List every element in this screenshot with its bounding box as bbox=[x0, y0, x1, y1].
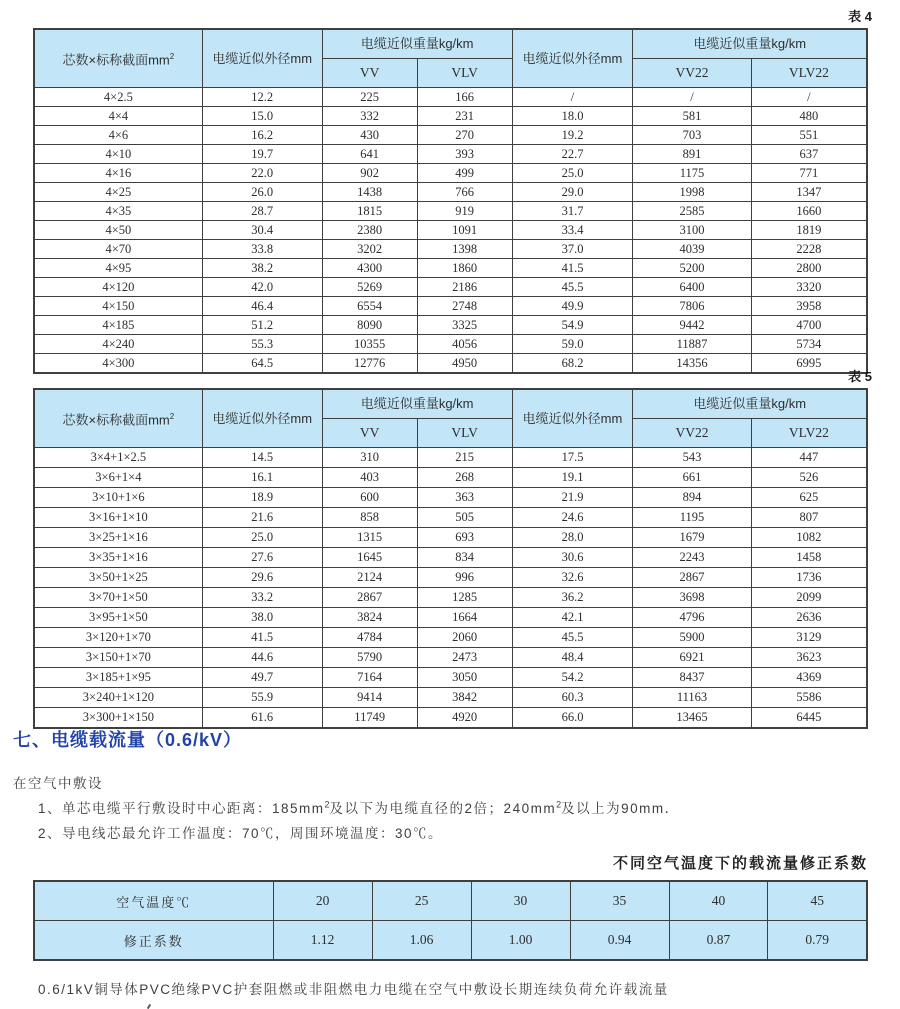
cell: 30.6 bbox=[512, 548, 633, 568]
table-row bbox=[34, 508, 867, 528]
cell: 637 bbox=[751, 145, 867, 164]
cell: 45.5 bbox=[512, 278, 633, 297]
cell: 1815 bbox=[322, 202, 417, 221]
cell: 4950 bbox=[417, 354, 512, 374]
cell: 4784 bbox=[322, 628, 417, 648]
cell: 310 bbox=[322, 448, 417, 468]
cell: 15.0 bbox=[202, 107, 322, 126]
cell: 42.1 bbox=[512, 608, 633, 628]
cell: 7806 bbox=[633, 297, 751, 316]
cell: 6445 bbox=[751, 708, 867, 729]
cell: 1082 bbox=[751, 528, 867, 548]
col-header-spec bbox=[34, 29, 202, 88]
cell: 902 bbox=[322, 164, 417, 183]
cell: 3129 bbox=[751, 628, 867, 648]
col-header-weight-group: 电缆近似重量kg/km bbox=[322, 29, 512, 59]
cell: 1.00 bbox=[471, 921, 570, 961]
cell: 1091 bbox=[417, 221, 512, 240]
table-row bbox=[34, 588, 867, 608]
cell: 393 bbox=[417, 145, 512, 164]
cell: 9414 bbox=[322, 688, 417, 708]
cell: 270 bbox=[417, 126, 512, 145]
col-header-vv: VV bbox=[322, 419, 417, 448]
cell: 4×16 bbox=[34, 164, 202, 183]
cell: 5790 bbox=[322, 648, 417, 668]
cell: 16.1 bbox=[202, 468, 322, 488]
cell: 2186 bbox=[417, 278, 512, 297]
cell: 3×70+1×50 bbox=[34, 588, 202, 608]
col-header-weight-group: 电缆近似重量kg/km bbox=[322, 389, 512, 419]
cell: 22.7 bbox=[512, 145, 633, 164]
cell: 766 bbox=[417, 183, 512, 202]
table-row bbox=[34, 164, 867, 183]
cell: 1398 bbox=[417, 240, 512, 259]
cell: 36.2 bbox=[512, 588, 633, 608]
cell: 0.87 bbox=[669, 921, 768, 961]
cell: 3824 bbox=[322, 608, 417, 628]
cell: 18.9 bbox=[202, 488, 322, 508]
cell: 2124 bbox=[322, 568, 417, 588]
cell: / bbox=[633, 88, 751, 107]
cell: 51.2 bbox=[202, 316, 322, 335]
cell: 20 bbox=[273, 881, 372, 921]
cell: / bbox=[751, 88, 867, 107]
cell: 3100 bbox=[633, 221, 751, 240]
table-row bbox=[34, 688, 867, 708]
cell: 3202 bbox=[322, 240, 417, 259]
cell: 5734 bbox=[751, 335, 867, 354]
cell: 27.6 bbox=[202, 548, 322, 568]
cell: 48.4 bbox=[512, 648, 633, 668]
cell: 1285 bbox=[417, 588, 512, 608]
cell: 37.0 bbox=[512, 240, 633, 259]
cell: 3×120+1×70 bbox=[34, 628, 202, 648]
note-2: 2、导电线芯最允许工作温度：70℃，周围环境温度：30℃。 bbox=[38, 826, 444, 841]
superscript: 2 bbox=[169, 411, 175, 421]
cell: 21.6 bbox=[202, 508, 322, 528]
cell: 29.0 bbox=[512, 183, 633, 202]
cable-weight-table-4 bbox=[33, 28, 868, 374]
cell: 33.8 bbox=[202, 240, 322, 259]
cell: 4×185 bbox=[34, 316, 202, 335]
cell: 18.0 bbox=[512, 107, 633, 126]
cell: 25.0 bbox=[512, 164, 633, 183]
table-row bbox=[34, 608, 867, 628]
cell: 215 bbox=[417, 448, 512, 468]
table-row bbox=[34, 316, 867, 335]
cell: 4×2.5 bbox=[34, 88, 202, 107]
table-row bbox=[34, 259, 867, 278]
section-heading: 七、电缆载流量（0.6/kV） bbox=[13, 730, 243, 750]
superscript: 2 bbox=[556, 799, 562, 810]
col-header-vlv: VLV bbox=[417, 419, 512, 448]
table-row bbox=[34, 488, 867, 508]
cell: 4×70 bbox=[34, 240, 202, 259]
cell: 4300 bbox=[322, 259, 417, 278]
cell: 807 bbox=[751, 508, 867, 528]
cell: 4×35 bbox=[34, 202, 202, 221]
cell: 46.4 bbox=[202, 297, 322, 316]
cell: 66.0 bbox=[512, 708, 633, 729]
cell: 25.0 bbox=[202, 528, 322, 548]
temperature-correction-table bbox=[33, 880, 868, 961]
cell: 4056 bbox=[417, 335, 512, 354]
cell: 11887 bbox=[633, 335, 751, 354]
cell: 9442 bbox=[633, 316, 751, 335]
cell: 1679 bbox=[633, 528, 751, 548]
cell: 4369 bbox=[751, 668, 867, 688]
cell: 1.12 bbox=[273, 921, 372, 961]
cell: 0.79 bbox=[768, 921, 867, 961]
cell: 17.5 bbox=[512, 448, 633, 468]
cell: 3×95+1×50 bbox=[34, 608, 202, 628]
cell: 505 bbox=[417, 508, 512, 528]
cell: 26.0 bbox=[202, 183, 322, 202]
col-header-outer-diameter-2: 电缆近似外径mm bbox=[512, 29, 633, 88]
table-row bbox=[34, 297, 867, 316]
cell: 6400 bbox=[633, 278, 751, 297]
cell: / bbox=[512, 88, 633, 107]
cell: 7164 bbox=[322, 668, 417, 688]
col-header-vlv22: VLV22 bbox=[751, 59, 867, 88]
cell: 1347 bbox=[751, 183, 867, 202]
cell: 14.5 bbox=[202, 448, 322, 468]
col-header-vlv22: VLV22 bbox=[751, 419, 867, 448]
cell: 2867 bbox=[633, 568, 751, 588]
cell: 693 bbox=[417, 528, 512, 548]
col-header-vv22: VV22 bbox=[633, 59, 751, 88]
cell: 641 bbox=[322, 145, 417, 164]
cell: 2867 bbox=[322, 588, 417, 608]
cell: 54.2 bbox=[512, 668, 633, 688]
cell: 1438 bbox=[322, 183, 417, 202]
cell: 49.7 bbox=[202, 668, 322, 688]
cell: 3×16+1×10 bbox=[34, 508, 202, 528]
cell: 29.6 bbox=[202, 568, 322, 588]
cell: 3×25+1×16 bbox=[34, 528, 202, 548]
superscript: 2 bbox=[169, 51, 175, 61]
cell: 996 bbox=[417, 568, 512, 588]
cell: 268 bbox=[417, 468, 512, 488]
cell: 4×10 bbox=[34, 145, 202, 164]
cell: 41.5 bbox=[512, 259, 633, 278]
cell: 526 bbox=[751, 468, 867, 488]
cell: 3958 bbox=[751, 297, 867, 316]
cell: 14356 bbox=[633, 354, 751, 374]
col-header-vlv: VLV bbox=[417, 59, 512, 88]
cell: 2243 bbox=[633, 548, 751, 568]
cell: 5269 bbox=[322, 278, 417, 297]
cell: 6921 bbox=[633, 648, 751, 668]
cell: 25 bbox=[372, 881, 471, 921]
cell: 4×150 bbox=[34, 297, 202, 316]
table-row bbox=[34, 448, 867, 468]
cell: 430 bbox=[322, 126, 417, 145]
cell: 1195 bbox=[633, 508, 751, 528]
col-header-spec-text: 芯数×标称截面mm bbox=[62, 52, 170, 68]
cell: 40 bbox=[669, 881, 768, 921]
cell: 4039 bbox=[633, 240, 751, 259]
table-row bbox=[34, 668, 867, 688]
cell: 68.2 bbox=[512, 354, 633, 374]
cell: 5200 bbox=[633, 259, 751, 278]
superscript: 2 bbox=[324, 799, 330, 810]
cell: 21.9 bbox=[512, 488, 633, 508]
cell: 703 bbox=[633, 126, 751, 145]
cell: 2228 bbox=[751, 240, 867, 259]
cell: 2636 bbox=[751, 608, 867, 628]
cell: 3×185+1×95 bbox=[34, 668, 202, 688]
cell: 1175 bbox=[633, 164, 751, 183]
cell: 1458 bbox=[751, 548, 867, 568]
cell: 30 bbox=[471, 881, 570, 921]
table-row bbox=[34, 240, 867, 259]
cell: 8437 bbox=[633, 668, 751, 688]
cell: 1819 bbox=[751, 221, 867, 240]
cell: 54.9 bbox=[512, 316, 633, 335]
table-row bbox=[34, 221, 867, 240]
cell: 581 bbox=[633, 107, 751, 126]
cell: 3×4+1×2.5 bbox=[34, 448, 202, 468]
cell: 35 bbox=[570, 881, 669, 921]
table-row bbox=[34, 354, 867, 374]
cell: 2585 bbox=[633, 202, 751, 221]
cell: 1664 bbox=[417, 608, 512, 628]
table-row bbox=[34, 628, 867, 648]
cell: 12.2 bbox=[202, 88, 322, 107]
table-row bbox=[34, 335, 867, 354]
table-row bbox=[34, 921, 867, 961]
cell: 4×300 bbox=[34, 354, 202, 374]
cell: 12776 bbox=[322, 354, 417, 374]
table-row bbox=[34, 88, 867, 107]
cell: 231 bbox=[417, 107, 512, 126]
cell: 60.3 bbox=[512, 688, 633, 708]
cell: 2473 bbox=[417, 648, 512, 668]
cell: 3×6+1×4 bbox=[34, 468, 202, 488]
cell: 661 bbox=[633, 468, 751, 488]
table-row bbox=[34, 648, 867, 668]
table-row bbox=[34, 881, 867, 921]
cell: 1860 bbox=[417, 259, 512, 278]
cell: 30.4 bbox=[202, 221, 322, 240]
table-row bbox=[34, 468, 867, 488]
cell: 19.7 bbox=[202, 145, 322, 164]
note-1 bbox=[38, 797, 680, 817]
cell: 6554 bbox=[322, 297, 417, 316]
cell: 3050 bbox=[417, 668, 512, 688]
cell: 19.2 bbox=[512, 126, 633, 145]
cell: 55.9 bbox=[202, 688, 322, 708]
clipped-character-fragment bbox=[147, 1004, 151, 1009]
table-4-label: 表 4 bbox=[848, 9, 872, 24]
cell: 543 bbox=[633, 448, 751, 468]
cell: 45.5 bbox=[512, 628, 633, 648]
col-header-weight-group-2: 电缆近似重量kg/km bbox=[633, 29, 867, 59]
table-row bbox=[34, 528, 867, 548]
cell: 32.6 bbox=[512, 568, 633, 588]
cell: 499 bbox=[417, 164, 512, 183]
cell: 2060 bbox=[417, 628, 512, 648]
table-5-label: 表 5 bbox=[848, 369, 872, 384]
cell: 1315 bbox=[322, 528, 417, 548]
table-row bbox=[34, 183, 867, 202]
cell: 4×50 bbox=[34, 221, 202, 240]
correction-table-title: 不同空气温度下的载流量修正系数 bbox=[612, 855, 868, 872]
cell: 919 bbox=[417, 202, 512, 221]
cell: 3×300+1×150 bbox=[34, 708, 202, 729]
cell: 44.6 bbox=[202, 648, 322, 668]
cell: 1645 bbox=[322, 548, 417, 568]
cell: 13465 bbox=[633, 708, 751, 729]
row-label-correction-factor: 修正系数 bbox=[34, 921, 273, 961]
cell: 4×4 bbox=[34, 107, 202, 126]
col-header-vv22: VV22 bbox=[633, 419, 751, 448]
cell: 625 bbox=[751, 488, 867, 508]
cell: 1998 bbox=[633, 183, 751, 202]
cell: 771 bbox=[751, 164, 867, 183]
note-1-text: 及以下为电缆直径的2倍；240mm bbox=[329, 801, 557, 816]
cell: 3×150+1×70 bbox=[34, 648, 202, 668]
cell: 3×10+1×6 bbox=[34, 488, 202, 508]
cell: 3320 bbox=[751, 278, 867, 297]
cell: 10355 bbox=[322, 335, 417, 354]
cell: 4×25 bbox=[34, 183, 202, 202]
cell: 4×120 bbox=[34, 278, 202, 297]
note-1-text: 1、单芯电缆平行敷设时中心距离：185mm bbox=[38, 801, 325, 816]
cell: 49.9 bbox=[512, 297, 633, 316]
cell: 332 bbox=[322, 107, 417, 126]
row-label-air-temperature: 空气温度℃ bbox=[34, 881, 273, 921]
cell: 1736 bbox=[751, 568, 867, 588]
cell: 38.0 bbox=[202, 608, 322, 628]
footer-note: 0.6/1kV铜导体PVC绝缘PVC护套阻燃或非阻燃电力电缆在空气中敷设长期连续负荷允许载流量 bbox=[38, 982, 669, 997]
cell: 5900 bbox=[633, 628, 751, 648]
table-row bbox=[34, 548, 867, 568]
cell: 858 bbox=[322, 508, 417, 528]
cell: 64.5 bbox=[202, 354, 322, 374]
cell: 891 bbox=[633, 145, 751, 164]
cell: 42.0 bbox=[202, 278, 322, 297]
col-header-outer-diameter-2: 电缆近似外径mm bbox=[512, 389, 633, 448]
cell: 55.3 bbox=[202, 335, 322, 354]
cable-weight-table-5 bbox=[33, 388, 868, 729]
cell: 3×35+1×16 bbox=[34, 548, 202, 568]
table-row bbox=[34, 145, 867, 164]
cell: 480 bbox=[751, 107, 867, 126]
cell: 0.94 bbox=[570, 921, 669, 961]
note-1-text: 及以上为90mm． bbox=[561, 801, 680, 816]
table-row bbox=[34, 568, 867, 588]
cell: 2800 bbox=[751, 259, 867, 278]
cell: 4×95 bbox=[34, 259, 202, 278]
subsection-title: 在空气中敷设 bbox=[13, 776, 103, 791]
cell: 5586 bbox=[751, 688, 867, 708]
cell: 28.0 bbox=[512, 528, 633, 548]
cell: 31.7 bbox=[512, 202, 633, 221]
col-header-vv: VV bbox=[322, 59, 417, 88]
cell: 19.1 bbox=[512, 468, 633, 488]
cell: 3698 bbox=[633, 588, 751, 608]
col-header-weight-group-2: 电缆近似重量kg/km bbox=[633, 389, 867, 419]
cell: 8090 bbox=[322, 316, 417, 335]
cell: 28.7 bbox=[202, 202, 322, 221]
cell: 6995 bbox=[751, 354, 867, 374]
col-header-outer-diameter: 电缆近似外径mm bbox=[202, 29, 322, 88]
cell: 3325 bbox=[417, 316, 512, 335]
cell: 3×50+1×25 bbox=[34, 568, 202, 588]
cell: 2099 bbox=[751, 588, 867, 608]
table-row bbox=[34, 126, 867, 145]
cell: 4920 bbox=[417, 708, 512, 729]
table-row bbox=[34, 107, 867, 126]
cell: 16.2 bbox=[202, 126, 322, 145]
cell: 225 bbox=[322, 88, 417, 107]
cell: 3×240+1×120 bbox=[34, 688, 202, 708]
cell: 11163 bbox=[633, 688, 751, 708]
cell: 3623 bbox=[751, 648, 867, 668]
cell: 33.2 bbox=[202, 588, 322, 608]
cell: 447 bbox=[751, 448, 867, 468]
cell: 363 bbox=[417, 488, 512, 508]
cell: 38.2 bbox=[202, 259, 322, 278]
col-header-spec bbox=[34, 389, 202, 448]
cell: 4×240 bbox=[34, 335, 202, 354]
col-header-outer-diameter: 电缆近似外径mm bbox=[202, 389, 322, 448]
cell: 41.5 bbox=[202, 628, 322, 648]
table-row bbox=[34, 278, 867, 297]
cell: 403 bbox=[322, 468, 417, 488]
cell: 4796 bbox=[633, 608, 751, 628]
cell: 33.4 bbox=[512, 221, 633, 240]
cell: 11749 bbox=[322, 708, 417, 729]
cell: 45 bbox=[768, 881, 867, 921]
cell: 4×6 bbox=[34, 126, 202, 145]
cell: 551 bbox=[751, 126, 867, 145]
cell: 2380 bbox=[322, 221, 417, 240]
cell: 894 bbox=[633, 488, 751, 508]
cell: 24.6 bbox=[512, 508, 633, 528]
cell: 59.0 bbox=[512, 335, 633, 354]
cell: 22.0 bbox=[202, 164, 322, 183]
col-header-spec-text: 芯数×标称截面mm bbox=[62, 412, 170, 428]
cell: 2748 bbox=[417, 297, 512, 316]
cell: 600 bbox=[322, 488, 417, 508]
cell: 4700 bbox=[751, 316, 867, 335]
table-row bbox=[34, 202, 867, 221]
cell: 1660 bbox=[751, 202, 867, 221]
cell: 1.06 bbox=[372, 921, 471, 961]
cell: 3842 bbox=[417, 688, 512, 708]
cell: 61.6 bbox=[202, 708, 322, 729]
table-row bbox=[34, 708, 867, 729]
cell: 166 bbox=[417, 88, 512, 107]
cell: 834 bbox=[417, 548, 512, 568]
